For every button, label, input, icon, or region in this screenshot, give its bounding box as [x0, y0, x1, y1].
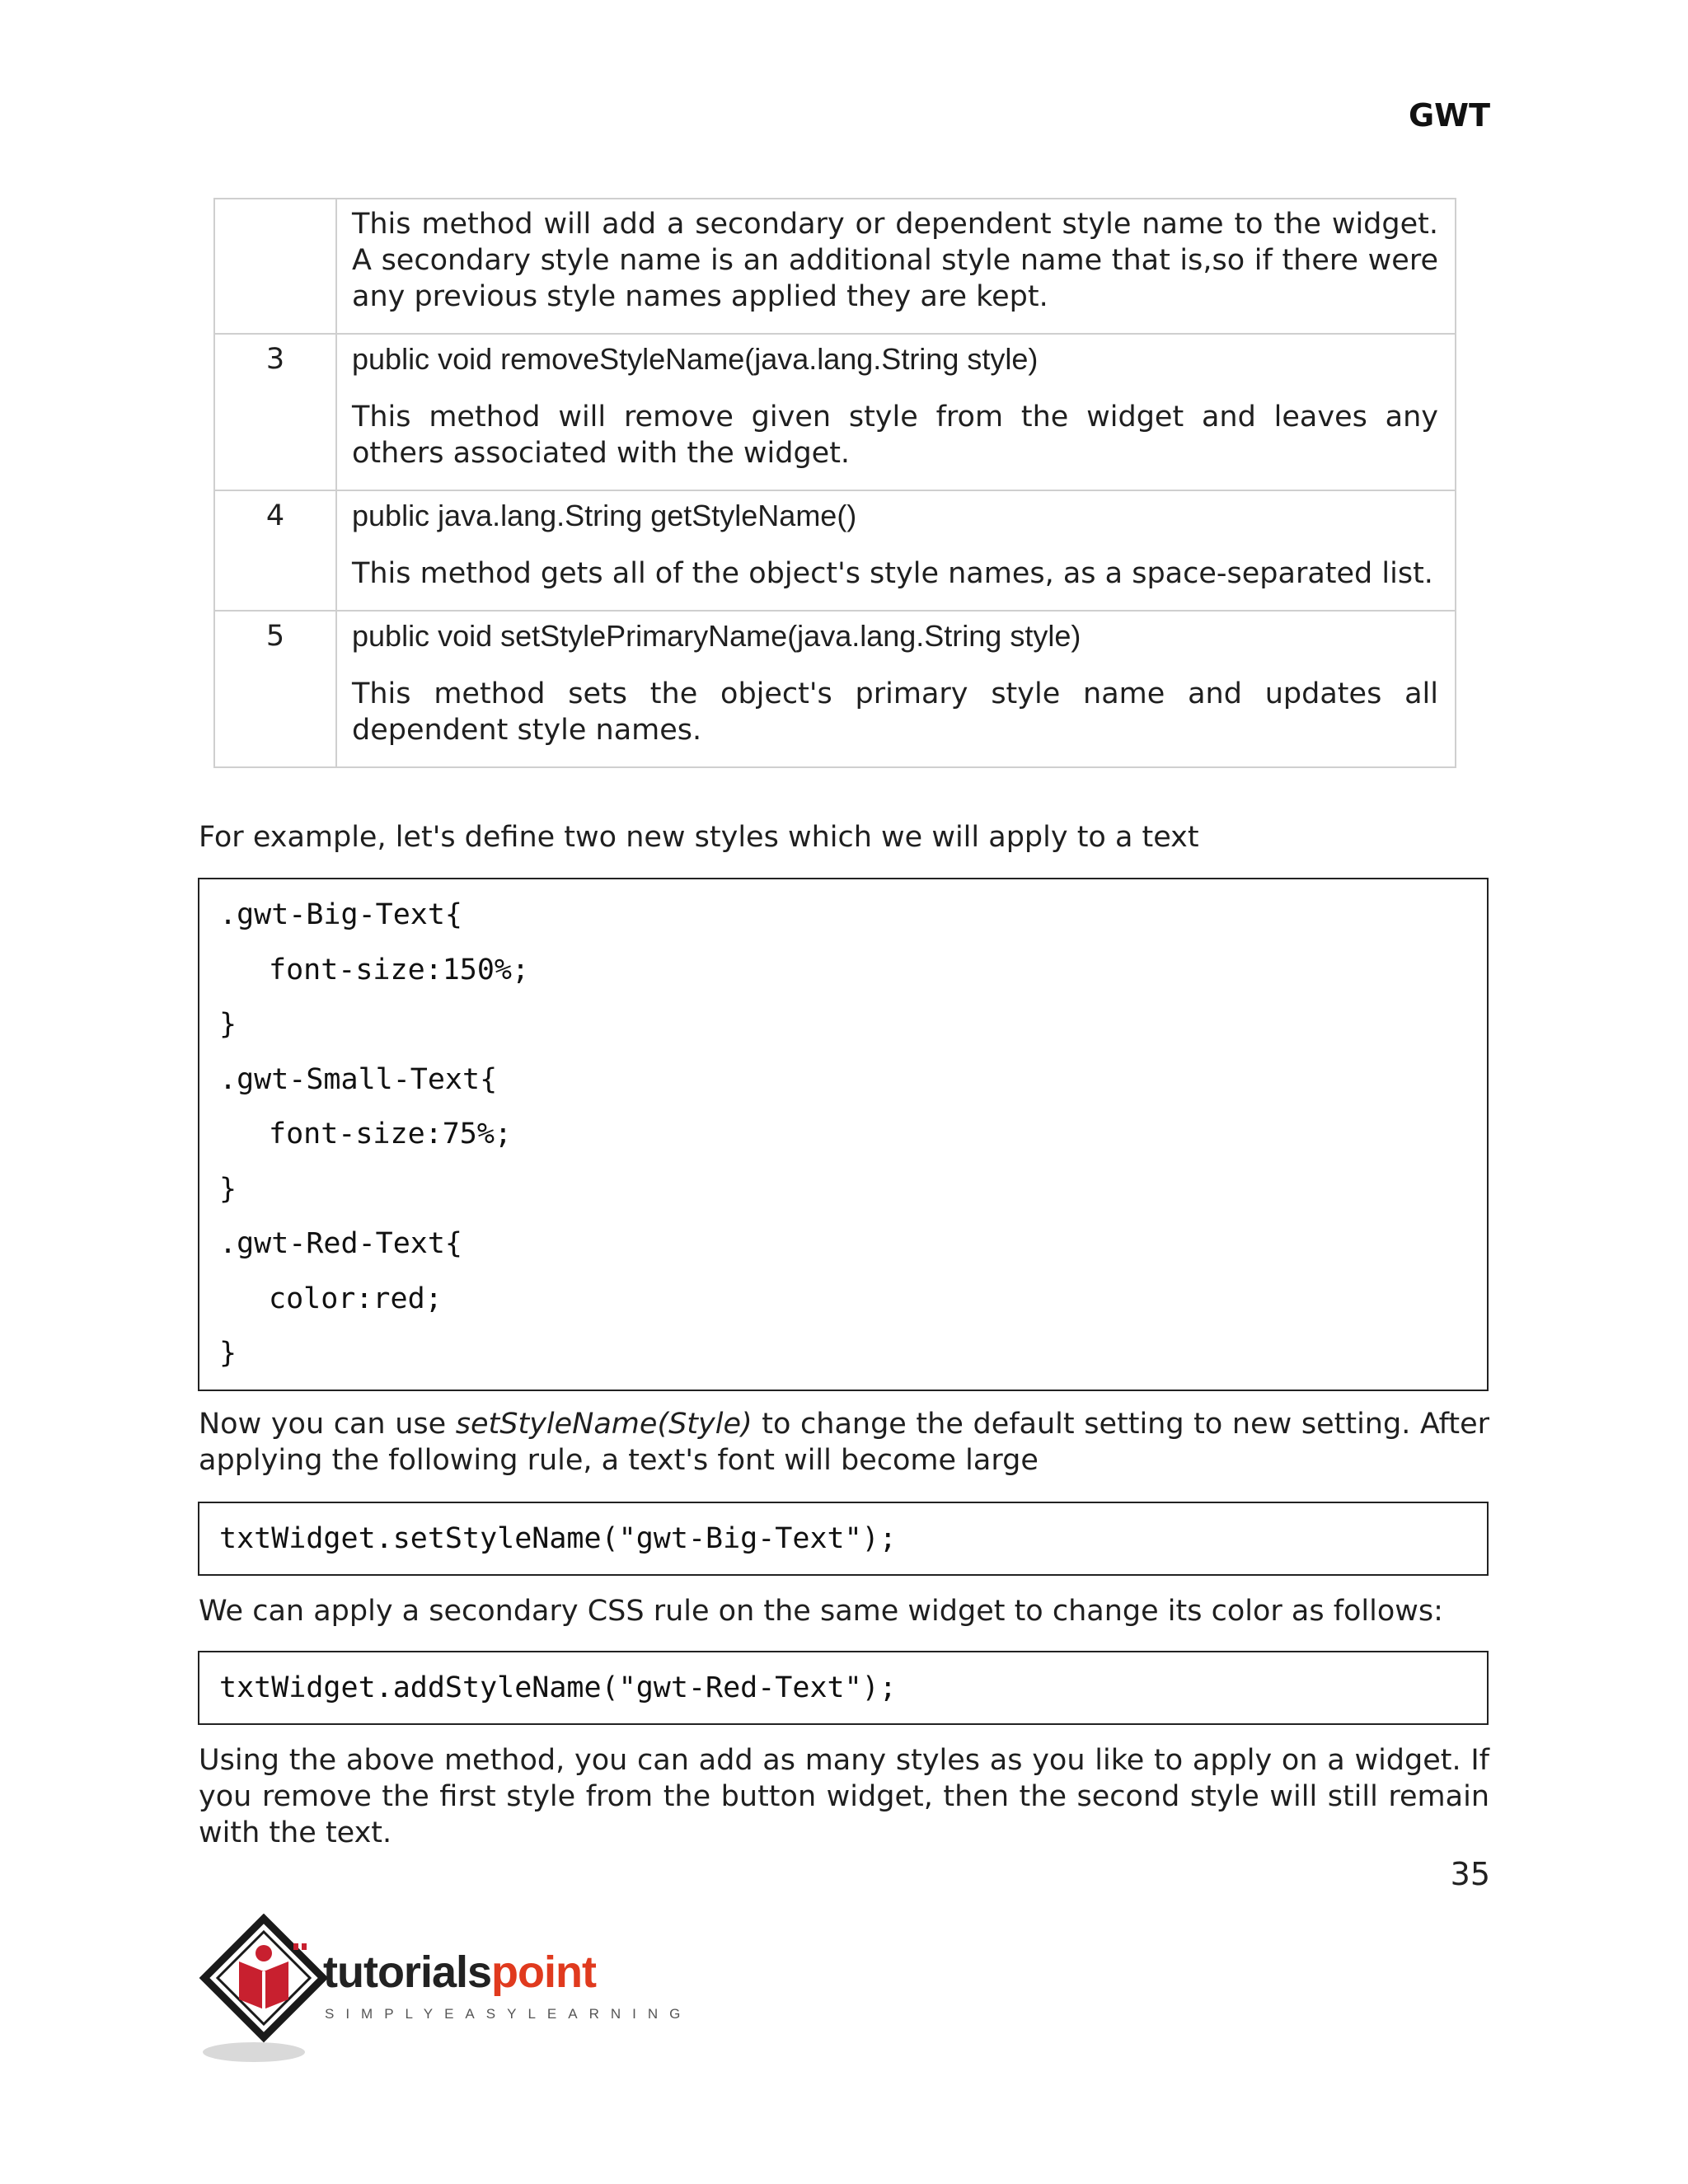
row-description-cell [336, 490, 1456, 611]
method-name-italic: setStyleName(Style) [455, 1408, 753, 1441]
example-intro-paragraph: For example, let's define two new styles which we will apply to a text [199, 821, 1199, 854]
methods-table [213, 198, 1456, 768]
book-in-diamond-icon [196, 1914, 328, 2070]
usage-text-after: to change the default setting to new setting. After applying the following rule, a text's font will become large [199, 1408, 1489, 1477]
code-line: font-size:75%; [269, 1118, 513, 1151]
table-row [214, 611, 1456, 767]
row-number: 5 [214, 611, 336, 767]
document-header: GWT [1408, 97, 1490, 134]
usage-text-before: Now you can use [199, 1408, 456, 1441]
row-number [214, 199, 336, 334]
table-row [214, 199, 1456, 334]
logo-text-dark: tutorials [323, 1947, 492, 1997]
method-description: This method will remove given style from the widget and leaves any others associated with the widget. [352, 401, 1438, 470]
method-signature: public void setStylePrimaryName(java.lang.String style) [352, 619, 1081, 653]
method-signature: public void removeStyleName(java.lang.String style) [352, 342, 1039, 376]
logo-tagline: SIMPLYEASYLEARNING [325, 2006, 692, 2022]
code-line: } [219, 1337, 237, 1370]
table-row [214, 490, 1456, 611]
logo-text-accent: point [491, 1947, 596, 1997]
closing-paragraph: Using the above method, you can add as many styles as you like to apply on a widget. If you remove the first style from the button widget, then the second style will still remain with the text. [199, 1744, 1489, 1849]
code-line: .gwt-Red-Text{ [219, 1227, 463, 1260]
css-styles-code-block [198, 878, 1489, 1391]
method-signature: public java.lang.String getStyleName() [352, 499, 857, 532]
code-line: } [219, 1172, 237, 1206]
code-line: .gwt-Big-Text{ [219, 898, 463, 931]
row-description-cell [336, 611, 1456, 767]
page-number: 35 [1450, 1856, 1490, 1892]
set-style-code-block [198, 1502, 1489, 1576]
table-row [214, 334, 1456, 490]
code-line: txtWidget.setStyleName("gwt-Big-Text"); [219, 1522, 897, 1555]
code-line: color:red; [269, 1282, 443, 1315]
row-number: 3 [214, 334, 336, 490]
method-description: This method gets all of the object's style names, as a space-separated list. [352, 557, 1433, 590]
row-description-cell [336, 199, 1456, 334]
secondary-rule-paragraph: We can apply a secondary CSS rule on the same widget to change its color as follows: [199, 1595, 1443, 1628]
code-line: .gwt-Small-Text{ [219, 1062, 498, 1096]
add-style-code-block [198, 1651, 1489, 1725]
method-description: This method sets the object's primary style name and updates all dependent style names. [352, 677, 1438, 747]
tutorialspoint-logo [196, 1914, 692, 2070]
logo-wordmark [323, 1947, 596, 1998]
code-line: txtWidget.addStyleName("gwt-Red-Text"); [219, 1671, 897, 1704]
row-number: 4 [214, 490, 336, 611]
row-description-cell [336, 334, 1456, 490]
code-line: } [219, 1008, 237, 1041]
code-line: font-size:150%; [269, 953, 530, 987]
method-description: This method will add a secondary or dependent style name to the widget. A secondary style name is an additional style name that is,so if there were any previous style names applied they are kept. [352, 208, 1438, 313]
usage-paragraph [199, 1406, 1489, 1479]
